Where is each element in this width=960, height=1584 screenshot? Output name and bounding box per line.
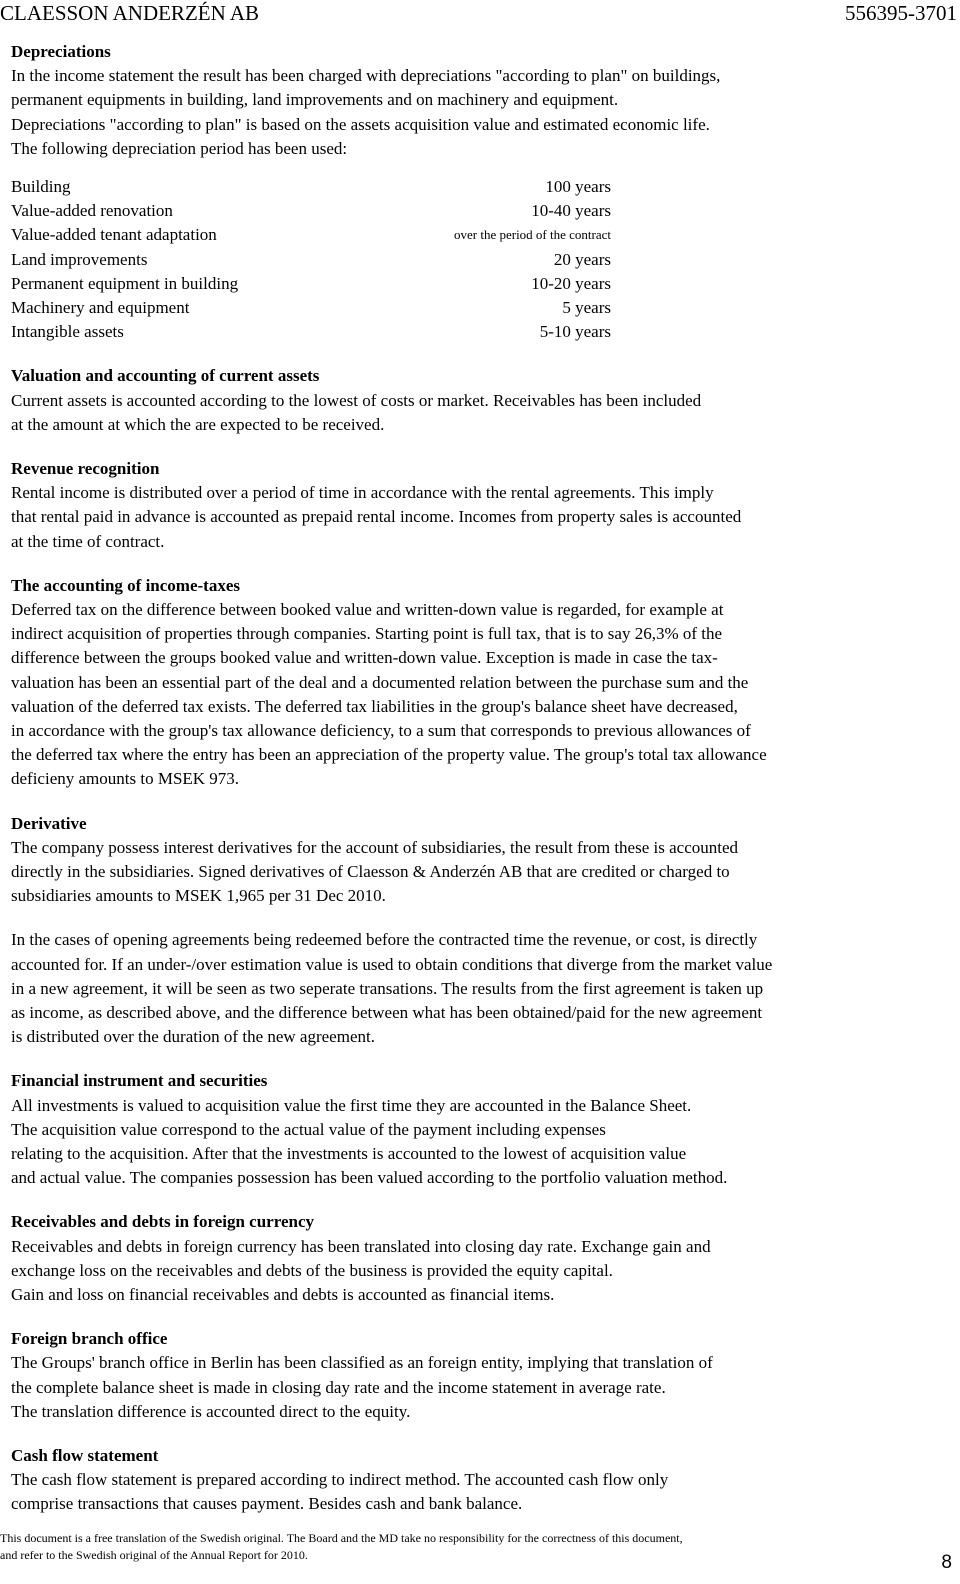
asset-label: Intangible assets <box>11 322 124 342</box>
section-title: The accounting of income-taxes <box>11 575 241 595</box>
body-line: at the amount at which the are expected to be received. <box>11 414 385 434</box>
body-line: The following depreciation period has been used: <box>11 138 348 158</box>
section-title: Valuation and accounting of current assets <box>11 366 320 386</box>
body-line: Depreciations "according to plan" is based on the assets acquisition value and estimated economic life. <box>11 114 710 134</box>
depreciation-row <box>11 223 611 247</box>
body-line: deficieny amounts to MSEK 973. <box>11 769 240 789</box>
body-line: Gain and loss on financial receivables and debts is accounted as financial items. <box>11 1285 555 1305</box>
period-value: 10-20 years <box>531 273 611 293</box>
section-title: Revenue recognition <box>11 458 160 478</box>
body-line: Rental income is distributed over a period of time in accordance with the rental agreements. This imply <box>11 483 714 503</box>
body-line: Receivables and debts in foreign currency has been translated into closing day rate. Exchange gain and <box>11 1236 711 1256</box>
period-value: 10-40 years <box>531 201 611 221</box>
period-value: 5-10 years <box>539 322 611 342</box>
section-title: Depreciations <box>11 42 111 61</box>
body-line: directly in the subsidiaries. Signed derivatives of Claesson & Anderzén AB that are credited or charged to <box>11 861 730 881</box>
body-line: The company possess interest derivatives for the account of subsidiaries, the result from these is accounted <box>11 837 739 857</box>
body-line: valuation of the deferred tax exists. The deferred tax liabilities in the group's balance sheet have decreased, <box>11 696 738 716</box>
body-line: is distributed over the duration of the new agreement. <box>11 1027 375 1047</box>
body-line: the deferred tax where the entry has been an appreciation of the property value. The group's total tax allowance <box>11 745 767 765</box>
page-number: 8 <box>941 1552 952 1573</box>
footer-line: This document is a free translation of the Swedish original. The Board and the MD take no responsibility for the correctness of this document, <box>0 1531 683 1545</box>
body-line: valuation has been an essential part of the deal and a documented relation between the purchase sum and the <box>11 672 749 692</box>
body-line: accounted for. If an under-/over estimation value is used to obtain conditions that diverge from the market value <box>11 954 773 974</box>
asset-label: Permanent equipment in building <box>11 273 239 293</box>
body-line: exchange loss on the receivables and debts of the business is provided the equity capital. <box>11 1260 613 1280</box>
body-line: subsidiaries amounts to MSEK 1,965 per 31 Dec 2010. <box>11 886 386 906</box>
section <box>11 812 951 909</box>
section-depreciations <box>11 40 951 344</box>
body-line: comprise transactions that causes payment. Besides cash and bank balance. <box>11 1494 523 1514</box>
body-line: in a new agreement, it will be seen as two seperate transations. The results from the first agreement is taken up <box>11 978 764 998</box>
depreciation-row <box>11 272 611 296</box>
depreciation-row <box>11 320 611 344</box>
body-line: and actual value. The companies possession has been valued according to the portfolio valuation method. <box>11 1168 728 1188</box>
footer-line: and refer to the Swedish original of the Annual Report for 2010. <box>0 1548 308 1562</box>
body-line: The Groups' branch office in Berlin has been classified as an foreign entity, implying that translation of <box>11 1353 713 1373</box>
asset-label: Value-added renovation <box>11 201 173 221</box>
section-title: Cash flow statement <box>11 1446 159 1466</box>
asset-label: Machinery and equipment <box>11 297 190 317</box>
footer-disclaimer <box>0 1530 930 1564</box>
body-line: relating to the acquisition. After that the investments is accounted to the lowest of acquisition value <box>11 1144 687 1164</box>
period-value: over the period of the contract <box>453 227 611 243</box>
section <box>11 457 951 554</box>
body-line: The acquisition value correspond to the actual value of the payment including expenses <box>11 1119 606 1139</box>
depreciation-row <box>11 296 611 320</box>
body-line: The translation difference is accounted direct to the equity. <box>11 1401 411 1421</box>
asset-label: Land improvements <box>11 249 148 269</box>
body-line: In the income statement the result has been charged with depreciations "according to plan" on buildings, <box>11 66 721 86</box>
section <box>11 364 951 437</box>
period-value: 20 years <box>553 249 611 269</box>
body-line: Current assets is accounted according to the lowest of costs or market. Receivables has been included <box>11 390 702 410</box>
depreciation-row <box>11 199 611 223</box>
body-line: difference between the groups booked value and written-down value. Exception is made in case the tax- <box>11 648 718 668</box>
section-title: Receivables and debts in foreign currency <box>11 1212 314 1232</box>
section-title: Financial instrument and securities <box>11 1071 268 1091</box>
period-value: 100 years <box>545 177 611 197</box>
sections-container <box>11 364 951 1516</box>
asset-label: Building <box>11 177 71 197</box>
depreciation-row <box>11 175 611 199</box>
section <box>11 1327 951 1424</box>
body-line: The cash flow statement is prepared according to indirect method. The accounted cash flow only <box>11 1470 669 1490</box>
section <box>11 1210 951 1307</box>
section <box>11 574 951 792</box>
body-line: indirect acquisition of properties through companies. Starting point is full tax, that is to say 26,3% of the <box>11 624 723 644</box>
body-line: All investments is valued to acquisition value the first time they are accounted in the Balance Sheet. <box>11 1095 692 1115</box>
depreciation-period-table <box>11 175 611 344</box>
body-line: the complete balance sheet is made in closing day rate and the income statement in average rate. <box>11 1377 666 1397</box>
org-number: 556395-3701 <box>845 1 957 25</box>
body-line: at the time of contract. <box>11 531 165 551</box>
section <box>11 1444 951 1517</box>
depreciation-row <box>11 248 611 272</box>
body-line: Deferred tax on the difference between booked value and written-down value is regarded, for example at <box>11 599 724 619</box>
body-line: In the cases of opening agreements being redeemed before the contracted time the revenue, or cost, is directly <box>11 930 758 950</box>
period-value: 5 years <box>562 297 611 317</box>
body-line: that rental paid in advance is accounted as prepaid rental income. Incomes from property sales is accounted <box>11 507 742 527</box>
section <box>11 1069 951 1190</box>
section-title: Foreign branch office <box>11 1329 168 1349</box>
section-title: Derivative <box>11 813 87 833</box>
document-body <box>11 40 951 1537</box>
body-line: in accordance with the group's tax allowance deficiency, to a sum that corresponds to previous allowances of <box>11 720 751 740</box>
body-line: permanent equipments in building, land improvements and on machinery and equipment. <box>11 90 619 110</box>
body-line: as income, as described above, and the difference between what has been obtained/paid for the new agreement <box>11 1003 763 1022</box>
asset-label: Value-added tenant adaptation <box>11 225 217 245</box>
section <box>11 928 951 1049</box>
company-name: CLAESSON ANDERZÉN AB <box>0 1 260 25</box>
